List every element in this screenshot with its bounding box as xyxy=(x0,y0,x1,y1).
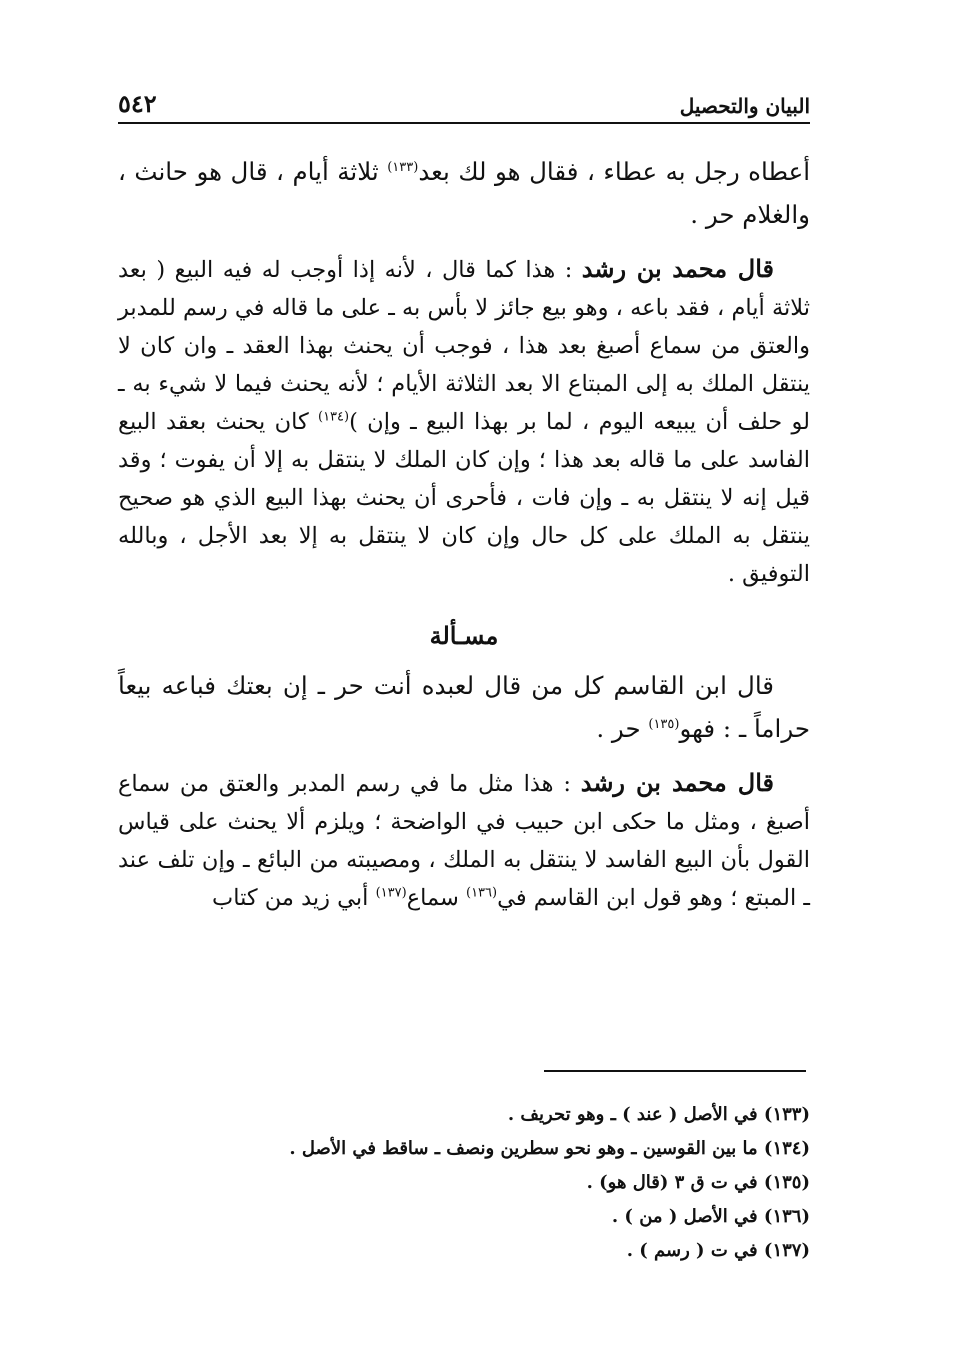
main-text xyxy=(118,150,810,917)
section-heading: مسـألة xyxy=(429,621,499,650)
speaker-label: قال محمد بن رشد xyxy=(580,768,774,797)
text-run: : هذا كما قال ، لأنه إذا أوجب له فيه البيع ( بعد ثلاثة أيام ، فقد باعه ، وهو بيع جائز لا بأس به ـ على ما قاله في رسم للمدبر والعتق من سماع أصبغ بعد هذا ، فوجب أن يحنث بهذا العقد ـ وان كان لا ينتقل الملك به إلى المبتاع الا بعد الثلاثة الأيام ؛ لأنه يحنث فيما لا شيء به ـ لو حلف أن يبيعه اليوم ، لما بر بهذا البيع ـ وإن ) xyxy=(118,257,810,435)
footnote-133: (١٣٣) في الأصل ( عند ) ـ وهو تحريف . xyxy=(507,1104,810,1125)
footnote-136: (١٣٦) في الأصل ( من ) . xyxy=(611,1206,810,1227)
footnote-ref-134: (١٣٤) xyxy=(317,409,350,425)
footnote-ref-137: (١٣٧) xyxy=(375,885,407,901)
footnote-137: (١٣٧) في ت ( رسم ) . xyxy=(626,1240,810,1261)
text-run: ثلاثة أيام ، قال هو حانث ، والغلام حر . xyxy=(118,157,810,229)
footnote-ref-136: (١٣٦) xyxy=(466,885,498,901)
paragraph-3 xyxy=(118,664,810,750)
footnote-separator xyxy=(544,1070,806,1072)
footnote-ref-133: (١٣٣) xyxy=(387,159,419,175)
page-header xyxy=(118,88,810,124)
text-run: قال ابن القاسم كل من قال لعبده أنت حر ـ إن بعتك فباعه بيعاً حراماً ـ : فهو xyxy=(118,671,810,743)
footnote-135: (١٣٥) في ت ق ٣ (قال هو) . xyxy=(586,1172,810,1193)
text-run: أبي زيد من كتاب xyxy=(212,885,376,911)
text-run: : هذا مثل ما في رسم المدبر والعتق من سماع أصبغ ، ومثل ما حكى ابن حبيب في الواضحة ؛ ويلزم ألا يحنث على قياس القول بأن البيع الفاسد لا ينتقل به الملك ، ومصيبته من البائع ـ وإن تلف عند ـ المبتع ؛ وهو قول ابن القاسم في xyxy=(118,771,810,911)
book-title: البيان والتحصيل xyxy=(679,94,810,118)
page-number: ٥٤٢ xyxy=(118,89,157,118)
paragraph-2 xyxy=(118,250,810,593)
text-run: كان يحنث بعقد البيع الفاسد على ما قاله بعد هذا ؛ وإن كان الملك لا ينتقل به إلا أن يفوت ؛ وقد قيل إنه لا ينتقل به ـ وإن فات ، فأحرى أن يحنث بهذا البيع الذي هو صحيح ينتقل به الملك على كل حال وإن كان لا ينتقل به إلا بعد الأجل ، وبالله التوفيق . xyxy=(118,409,810,587)
paragraph-1 xyxy=(118,150,810,236)
speaker-label: قال محمد بن رشد xyxy=(581,254,774,283)
footnote-134: (١٣٤) ما بين القوسين ـ وهو نحو سطرين ونصف ـ ساقط في الأصل . xyxy=(289,1138,810,1159)
footnote-ref-135: (١٣٥) xyxy=(648,716,680,732)
text-run: حر . xyxy=(596,714,649,743)
footnotes xyxy=(118,1098,810,1268)
text-run: سماع xyxy=(406,885,466,911)
text-run: أعطاه رجل به عطاء ، فقال هو لك بعد xyxy=(418,157,811,186)
paragraph-4 xyxy=(118,764,810,917)
